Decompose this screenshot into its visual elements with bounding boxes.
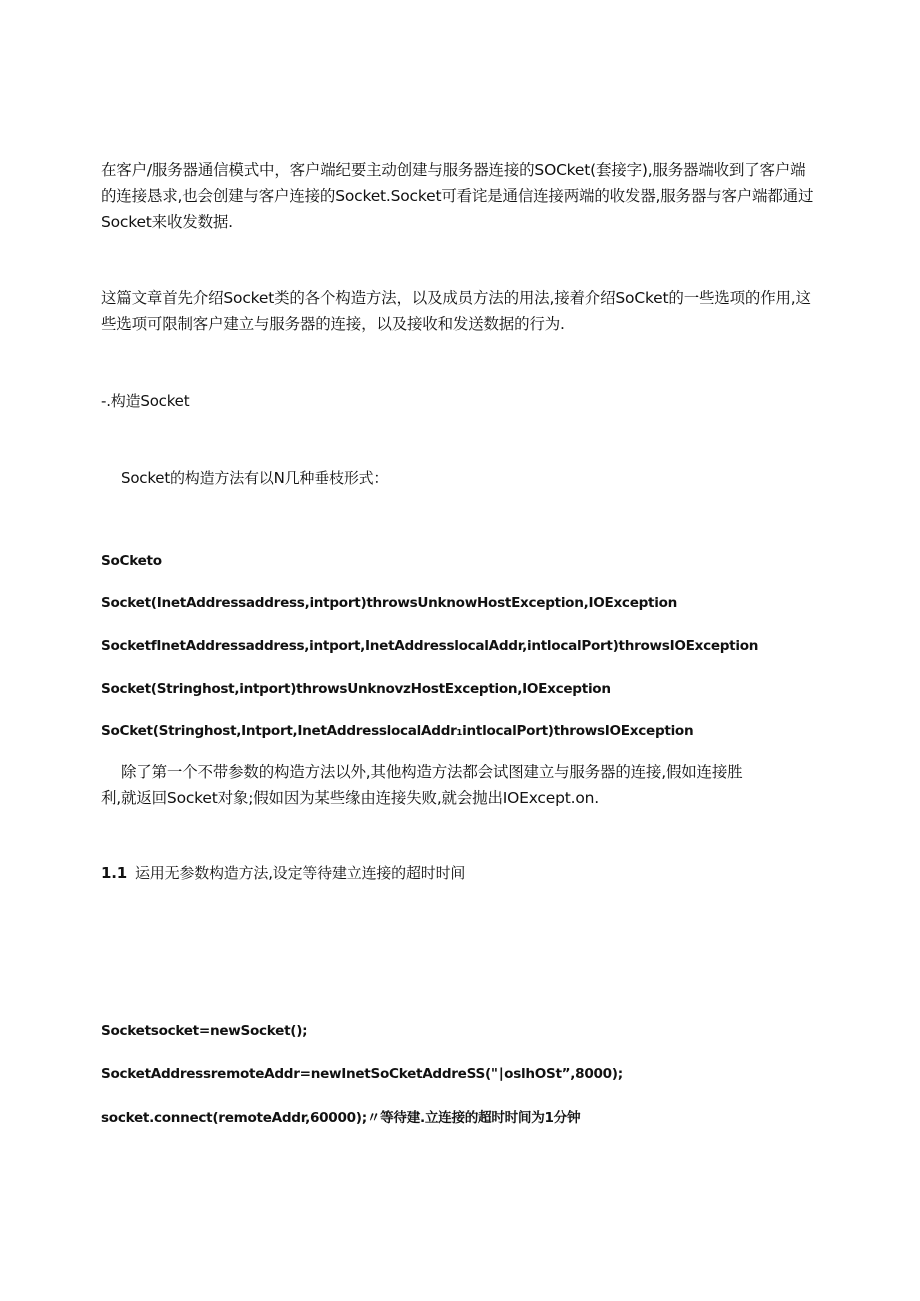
intro-line-1: 在客户/服务器通信模式中，客户端纪要主动创建与服务器连接的SOCket(套接字),服务器端收到了客户端 <box>101 161 806 179</box>
subsection-number: 1.1 <box>101 864 127 882</box>
constructor-signature: Socket(Stringhost,intport)throwsUnknovzHostException,IOException <box>101 681 611 697</box>
intro-line-3: Socket来收发数据. <box>101 213 233 231</box>
constructor-signature: SoCket(Stringhost,Intport,InetAddresslocalAddr₁intlocalPort)throwsIOException <box>101 723 694 739</box>
section-intro: Socket的构造方法有以N几种垂枝形式： <box>121 469 389 487</box>
constructor-signature: Socket(InetAddressaddress,intport)throwsUnknowHostException,IOException <box>101 595 678 611</box>
code-line-2: SocketAddressremoteAddr=newInetSoCketAddreSS("∣oslhOSt”,8000); <box>101 1066 623 1082</box>
subsection-heading <box>101 863 465 883</box>
subsection-title: 运用无参数构造方法,设定等待建立连接的超时时间 <box>135 864 466 882</box>
note-line-2: 利,就返回Socket对象;假如因为某些缘由连接失败,就会抛出IOExcept.on. <box>101 789 599 807</box>
code-line-3: socket.connect(remoteAddr,60000);〃等待建.立连接的超时时间为1分钟 <box>101 1110 581 1126</box>
section-heading: -.构造Socket <box>101 392 190 410</box>
constructor-signature: SocketfInetAddressaddress,intport,InetAddresslocalAddr,intlocalPort)throwsIOException <box>101 638 759 654</box>
constructor-signature: SoCketo <box>101 553 162 569</box>
overview-line-1: 这篇文章首先介绍Socket类的各个构造方法，以及成员方法的用法,接着介绍SoCket的一些选项的作用,这 <box>101 289 811 307</box>
note-line-1: 除了第一个不带参数的构造方法以外,其他构造方法都会试图建立与服务器的连接,假如连接胜 <box>121 763 743 781</box>
code-line-1: Socketsocket=newSocket(); <box>101 1023 308 1039</box>
intro-line-2: 的连接恳求,也会创建与客户连接的Socket.Socket可看诧是通信连接两端的收发器,服务器与客户端都通过 <box>101 187 814 205</box>
overview-line-2: 些选项可限制客户建立与服务器的连接，以及接收和发送数据的行为. <box>101 315 565 333</box>
